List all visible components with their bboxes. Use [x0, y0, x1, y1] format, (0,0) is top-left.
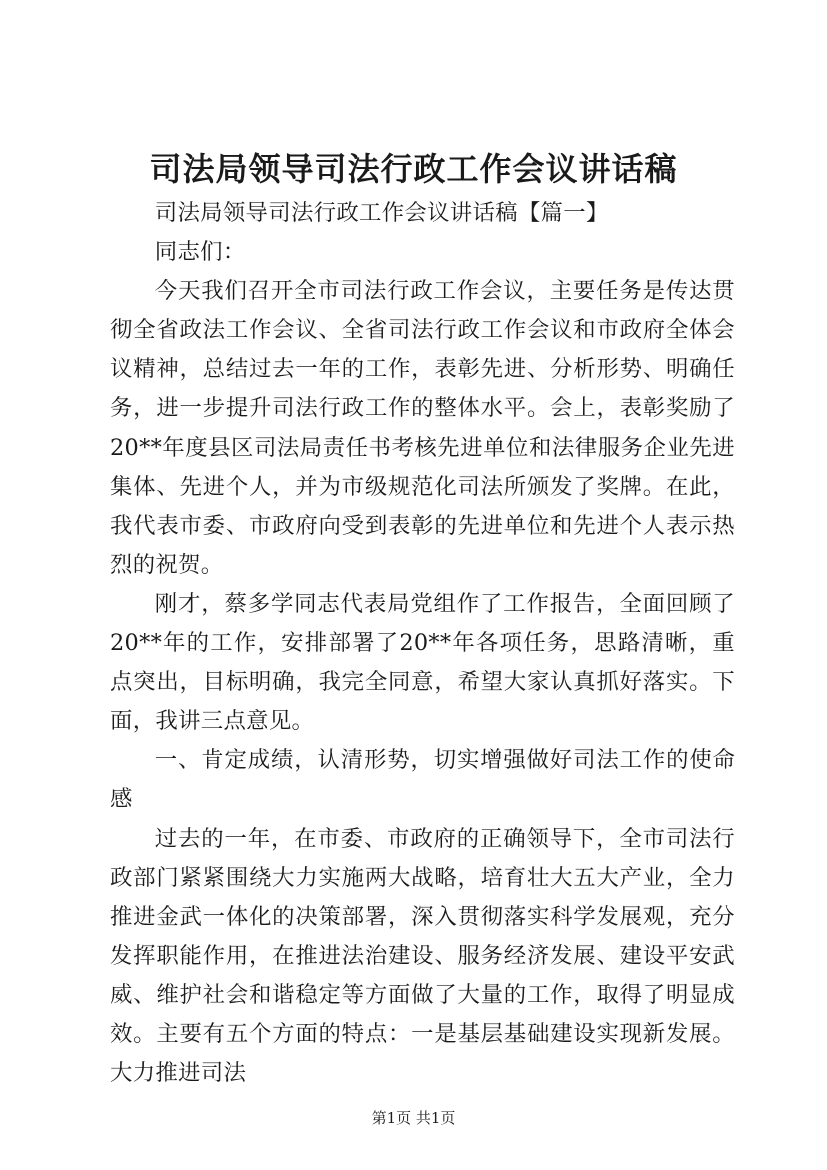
page-number-footer: 第1页 共1页 — [371, 1109, 456, 1127]
paragraph-report: 刚才，蔡多学同志代表局党组作了工作报告，全面回顾了20**年的工作，安排部署了20**年各项任务，思路清晰，重点突出，目标明确，我完全同意，希望大家认真抓好落实。下面，我讲三点意见。 — [110, 590, 735, 735]
paragraph-achievements: 过去的一年，在市委、市政府的正确领导下，全市司法行政部门紧紧围绕大力实施两大战略，培育壮大五大产业，全力推进金武一体化的决策部署，深入贯彻落实科学发展观，充分发挥职能作用，在推进法治建设、服务经济发展、建设平安武威、维护社会和谐稳定等方面做了大量的工作，取得了明显成效。主要有五个方面的特点：一是基层基础建设实现新发展。大力推进司法 — [110, 825, 735, 1087]
section-heading: 司法局领导司法行政工作会议讲话稿【篇一】 — [154, 200, 609, 226]
document-title: 司法局领导司法行政工作会议讲话稿 — [149, 150, 678, 188]
point-one-heading: 一、肯定成绩，认清形势，切实增强做好司法工作的使命感 — [110, 747, 735, 813]
salutation: 同志们： — [154, 239, 246, 266]
document-body — [110, 194, 735, 1093]
paragraph-intro: 今天我们召开全市司法行政工作会议，主要任务是传达贯彻全省政法工作会议、全省司法行政工作会议和市政府全体会议精神，总结过去一年的工作，表彰先进、分析形势、明确任务，进一步提升司法行政工作的整体水平。会上，表彰奖励了20**年度县区司法局责任书考核先进单位和法律服务企业先进集体、先进个人，并为市级规范化司法所颁发了奖牌。在此，我代表市委、市政府向受到表彰的先进单位和先进个人表示热烈的祝贺。 — [110, 278, 735, 578]
